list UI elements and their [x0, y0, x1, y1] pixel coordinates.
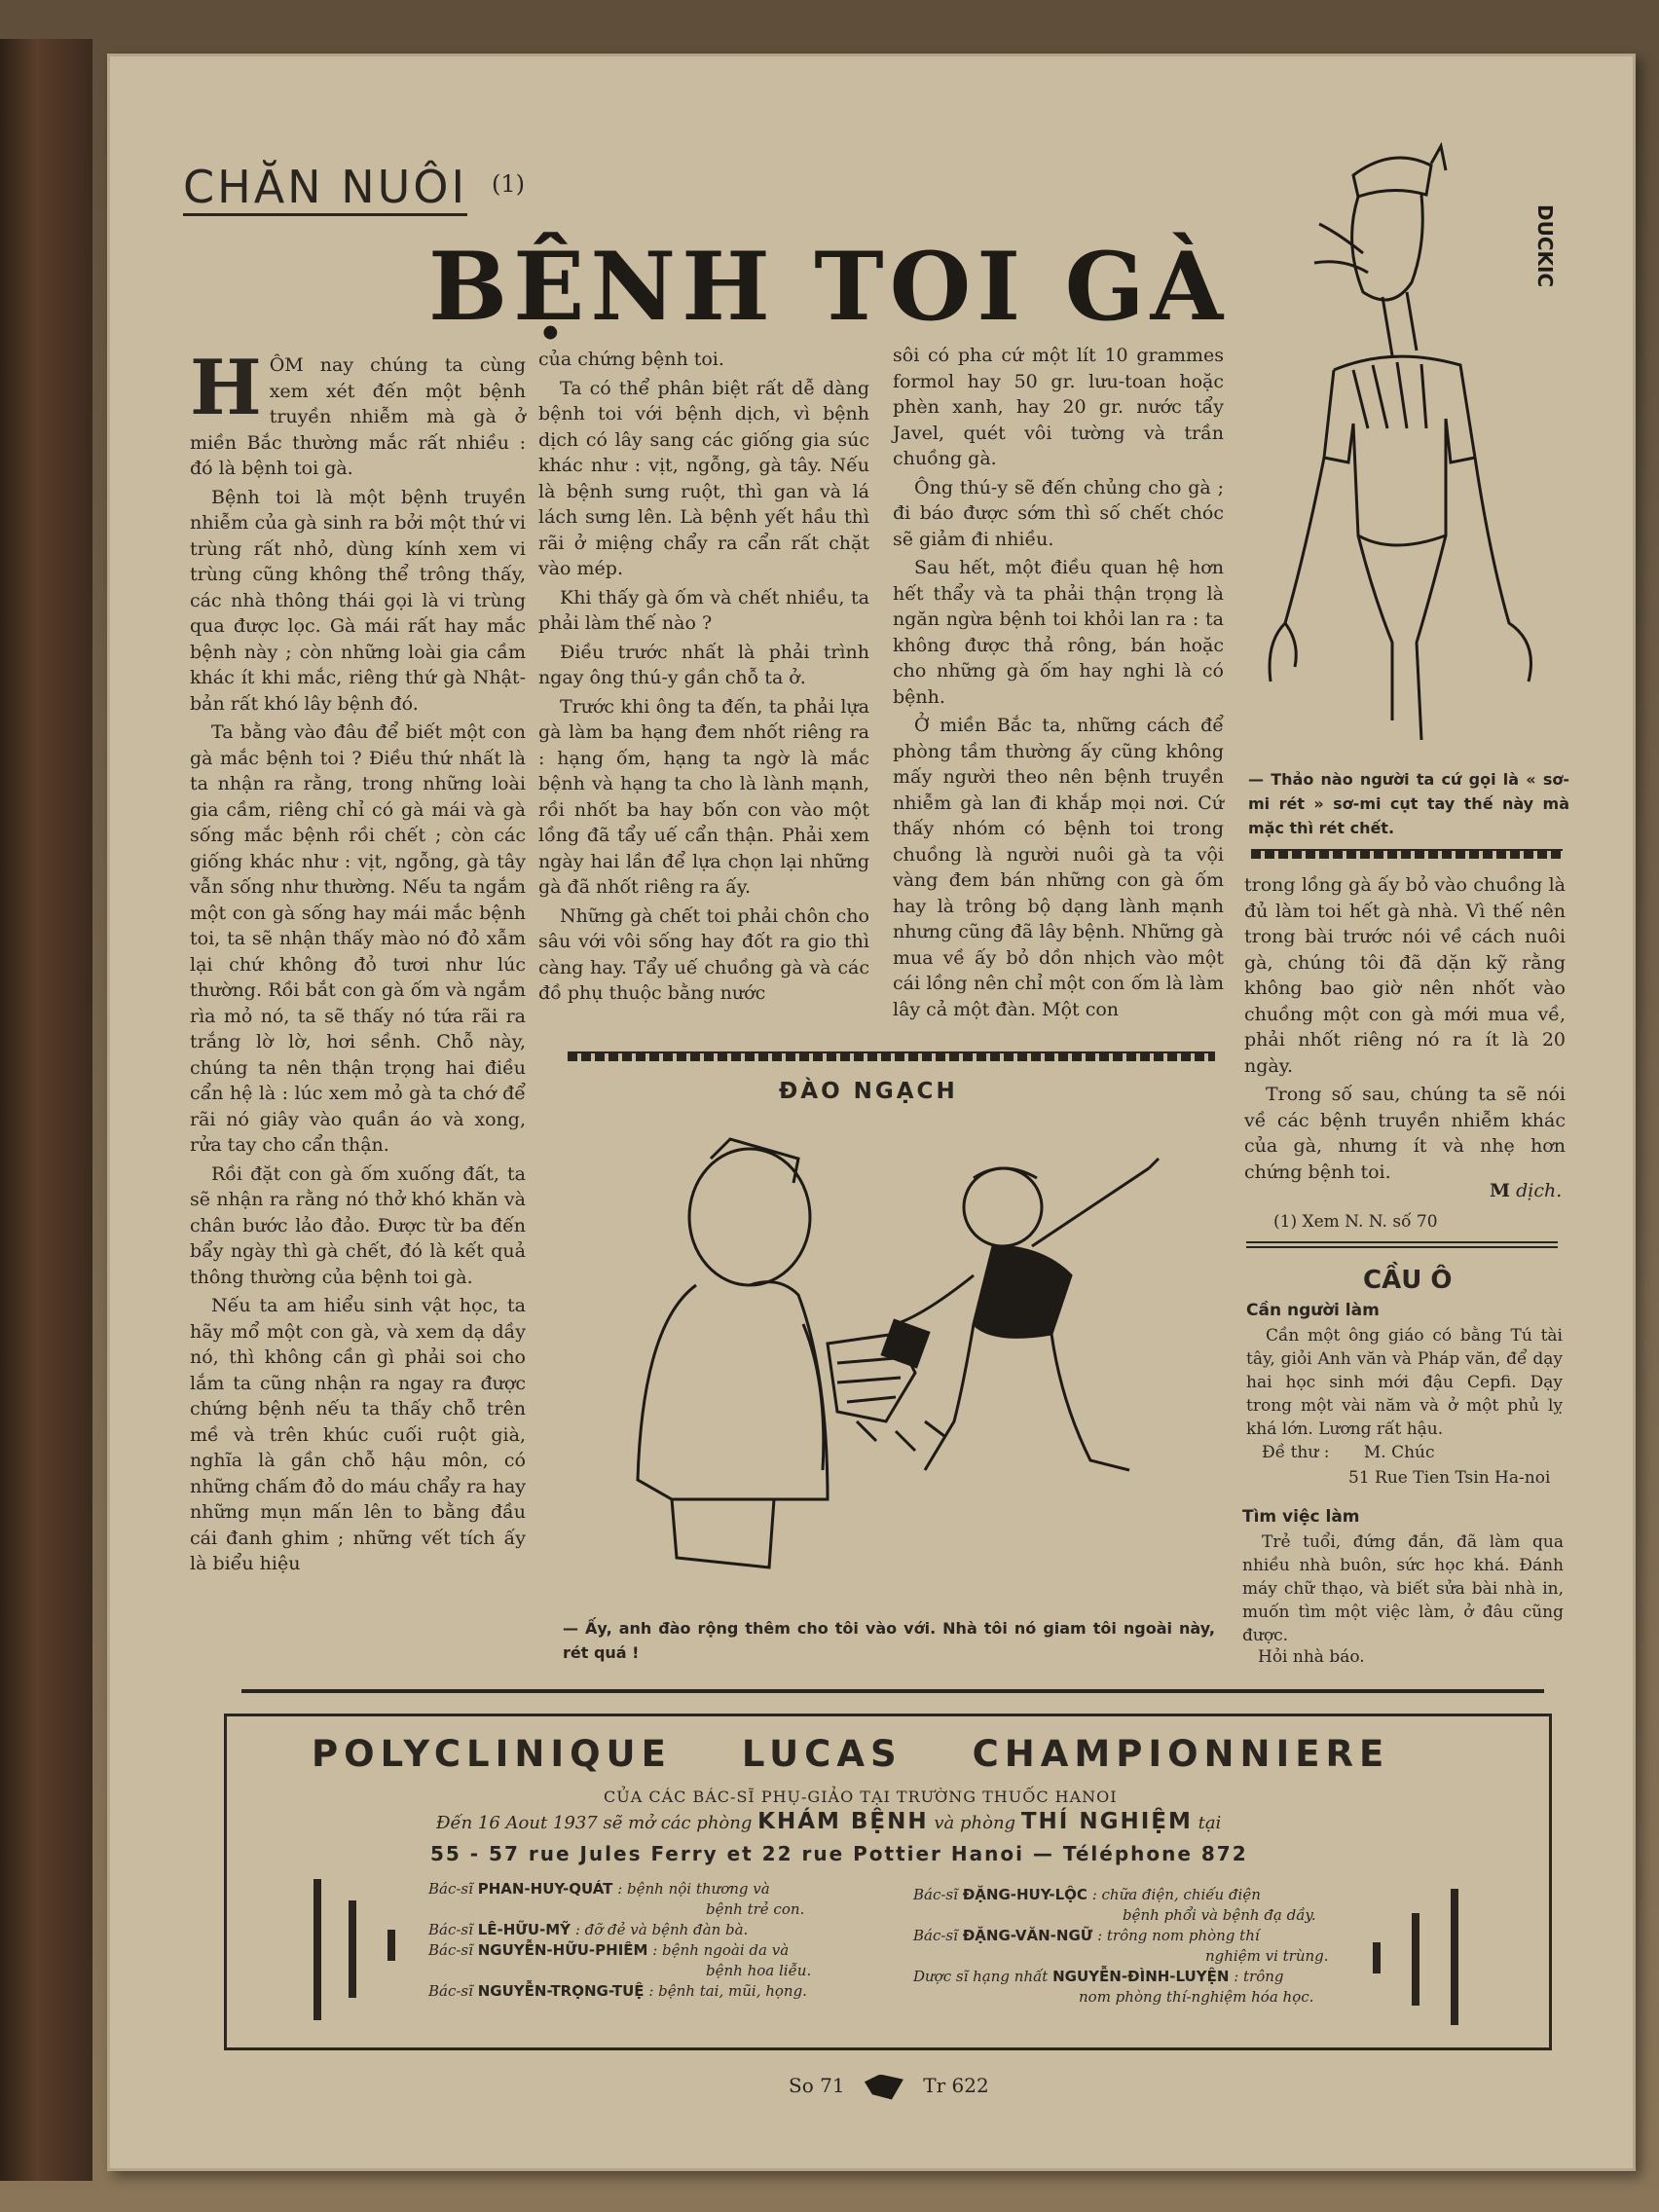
article-headline: BỆNH TOI GÀ: [428, 232, 1230, 342]
doctor-entry: Bác-sĩ NGUYỄN-TRỌNG-TUỆ : bệnh tai, mũi, họng.: [428, 1982, 807, 2000]
article-signature: M dịch.: [1490, 1180, 1563, 1201]
section-footnote-mark: (1): [492, 170, 525, 198]
divider: [1246, 1241, 1558, 1248]
doctor-entry: Bác-sĩ ĐẶNG-VĂN-NGỮ : trông nom phòng thí: [913, 1927, 1260, 1944]
paragraph: Ta bằng vào đâu để biết một con gà mắc bệnh toi ? Điều thứ nhất là ta nhận ra rằng, trong những loài gia cầm, riêng chỉ có gà mái và gà sống mắc bệnh rồi chết ; còn các giống khác như : vịt, ngỗng, gà tây vẫn sống như thường. Nếu ta ngắm một con gà sống hay mái mắc bệnh toi, ta sẽ nhận thấy mào nó đỏ xẫm lại chứ không đỏ tươi như lúc thường. Rồi bắt con gà ốm và ngắm rìa mỏ nó, ta sẽ thấy nó tứa rãi ra trắng lờ lờ, hơi sềnh. Chỗ này, chúng ta nên thận trọng hai điều cẩn hệ là : lúc xem mỏ gà ta chớ để rãi nó giây vào quần áo và xong, rửa tay cho cẩn thận.: [190, 721, 526, 1156]
drop-cap: H: [190, 344, 262, 432]
doctor-list-right: [913, 1885, 1361, 2008]
paragraph: Sau hết, một điều quan hệ hơn hết thẩy và ta phải thận trọng là ngăn ngừa bệnh toi khỏi lan ra : ta không được thả rông, bán hoặc cho những gà ốm hay nghi là có bệnh.: [893, 557, 1224, 708]
doctor-entry: Bác-sĩ ĐẶNG-HUY-LỘC : chữa điện, chiếu điện: [913, 1886, 1261, 1903]
paragraph: Khi thấy gà ốm và chết nhiều, ta phải làm thế nào ?: [538, 586, 869, 634]
paragraph: của chứng bệnh toi.: [538, 349, 724, 370]
cartoon-title: ĐÀO NGẠCH: [779, 1079, 958, 1104]
digging-cartoon-illustration: [604, 1129, 1207, 1577]
section-title: CHĂN NUÔI: [183, 161, 467, 216]
classifieds-title: CẦU Ô: [1363, 1266, 1453, 1295]
book-spine: [0, 39, 92, 2181]
ad-address: 55 - 57 rue Jules Ferry et 22 rue Pottier Hanoi — Téléphone 872: [430, 1842, 1248, 1865]
footnote: (1) Xem N. N. số 70: [1273, 1212, 1438, 1232]
ad-decor-bar: [349, 1900, 356, 1998]
ad-opening-line: Đến 16 Aout 1937 sẽ mở các phòng KHÁM BỆNH và phòng THÍ NGHIỆM tại: [436, 1809, 1222, 1834]
doctor-entry: Bác-sĩ LÊ-HỮU-MỸ : đỡ đẻ và bệnh đàn bà.: [428, 1921, 749, 1938]
classified-body: Trẻ tuổi, đứng đắn, đã làm qua nhiều nhà buôn, sức học khá. Đánh máy chữ thạo, và biết sửa bài nhà in, muốn tìm một việc làm, ở đâu cũng được.: [1242, 1532, 1564, 1645]
paragraph: Rồi đặt con gà ốm xuống đất, ta sẽ nhận ra rằng nó thở khó khăn và chân bước lảo đảo. Được từ ba đến bẩy ngày thì gà chết, đó là kết quả thông thường của bệnh toi gà.: [190, 1162, 526, 1288]
divider: [1251, 849, 1563, 859]
doctor-entry-cont: bệnh phổi và bệnh đạ dầy.: [1123, 1906, 1316, 1924]
doctor-entry: Bác-sĩ NGUYỄN-HỮU-PHIÊM : bệnh ngoài da và: [428, 1941, 790, 1959]
ad-decor-bar: [1451, 1889, 1458, 2025]
sailor-cartoon-illustration: [1246, 136, 1577, 759]
page-footer: [789, 2074, 989, 2100]
article-column-4: [1244, 872, 1566, 1188]
doctor-entry: Bác-sĩ PHAN-HUY-QUÁT : bệnh nội thương và: [428, 1880, 770, 1898]
doctor-entry-cont: nghiệm vi trùng.: [1205, 1947, 1329, 1965]
issue-number: So 71: [789, 2074, 845, 2097]
paragraph: Ông thú-y sẽ đến chủng cho gà ; đi báo được sớm thì số chết chóc sẽ giảm đi nhiều.: [893, 476, 1224, 550]
digging-cartoon-caption: — Ấy, anh đào rộng thêm cho tôi vào với. Nhà tôi nó giam tôi ngoài này, rét quá !: [563, 1619, 1215, 1662]
paragraph: Ta có thể phân biệt rất dễ dàng bệnh toi với bệnh dịch, vì bệnh dịch có lây sang các giống gia súc khác như : vịt, ngỗng, gà tây. Nếu là bệnh sưng ruột, thì gan và lá lách sưng lên. Là bệnh yết hầu thì rãi ở miệng chẩy ra cẩn rất chặt vào mép.: [538, 377, 869, 579]
paragraph: Trước khi ông ta đến, ta phải lựa gà làm ba hạng đem nhốt riêng ra : hạng ốm, hạng ta ngờ là mắc bệnh và hạng ta cho là lành mạnh, rồi nhốt ba hay bốn con vào một lồng đã tẩy uế cẩn thận. Phải xem ngày hai lần để lựa chọn lại những gà đã nhốt riêng ra ấy.: [538, 695, 869, 898]
classified-contact: Đề thư : M. Chúc: [1262, 1443, 1435, 1462]
ad-decor-bar: [387, 1930, 395, 1961]
paragraph: ÔM nay chúng ta cùng xem xét đến một bệnh truyền nhiễm mà gà ở miền Bắc thường mắc rất nhiều : đó là bệnh toi gà.: [190, 354, 526, 479]
doctor-entry-cont: bệnh trẻ con.: [706, 1900, 805, 1918]
article-column-3: [893, 343, 1224, 1025]
divider: [568, 1051, 1215, 1061]
paragraph: Trong số sau, chúng ta sẽ nói về các bệnh truyền nhiễm khác của gà, nhưng ít và nhẹ hơn chứng bệnh toi.: [1244, 1084, 1566, 1183]
paragraph: sôi có pha cứ một lít 10 grammes formol hay 50 gr. lưu-toan hoặc phèn xanh, hay 20 gr. nước tẩy Javel, quét vôi tường và trần chuồng gà.: [893, 345, 1224, 469]
sailor-cartoon-caption: — Thảo nào người ta cứ gọi là « sơ-mi rét » sơ-mi cụt tay thế này mà mặc thì rét chết.: [1248, 770, 1569, 837]
doctor-list-left: [428, 1879, 876, 2002]
article-column-2: [538, 347, 869, 1010]
paragraph: Những gà chết toi phải chôn cho sâu với vôi sống hay đốt ra gio thì càng hay. Tẩy uế chuồng gà và các đồ phụ thuộc bằng nước: [538, 904, 869, 1004]
paragraph: Điều trước nhất là phải trình ngay ông thú-y gần chỗ ta ở.: [538, 641, 869, 688]
classified-body: Cần một ông giáo có bằng Tú tài tây, giỏi Anh văn và Pháp văn, để dạy hai học sinh mới đậu Cepfi. Dạy trong một vài năm và ở một phủ lỵ khá lớn. Lương rất hậu.: [1246, 1326, 1563, 1439]
classified-address: 51 Rue Tien Tsin Ha-noi: [1348, 1468, 1551, 1488]
masthead-logo-icon: [865, 2075, 903, 2100]
page-number: Tr 622: [923, 2074, 989, 2097]
classified-contact: Hỏi nhà báo.: [1258, 1647, 1365, 1667]
ad-decor-bar: [313, 1879, 321, 2020]
paragraph: Bệnh toi là một bệnh truyền nhiễm của gà sinh ra bởi một thứ vi trùng rất nhỏ, dùng kính xem vi trùng cũng không thể trông thấy, các nhà thông thái gọi là vi trùng qua được lọc. Gà mái rất hay mắc bệnh này ; còn những loài gia cầm khác ít khi mắc, riêng thứ gà Nhật-bản rất khó lây bệnh đó.: [190, 486, 526, 715]
paragraph: trong lồng gà ấy bỏ vào chuồng là đủ làm toi hết gà nhà. Vì thế nên trong bài trước nói về cách nuôi gà, chúng tôi đã dặn kỹ rằng không bao giờ nên nhốt vào chuồng một con gà mới mua về, phải nhốt riêng nó ra ít là 20 ngày.: [1244, 874, 1566, 1077]
classified-heading: Tìm việc làm: [1242, 1507, 1360, 1527]
cartoon-signature: DUCKIC: [1533, 204, 1557, 288]
ad-title: POLYCLINIQUE LUCAS CHAMPIONNIERE: [312, 1733, 1390, 1775]
ad-decor-bar: [1412, 1913, 1419, 2006]
doctor-entry-cont: nom phòng thí-nghiệm hóa học.: [1079, 1988, 1314, 2006]
doctor-entry: Dược sĩ hạng nhất NGUYỄN-ĐÌNH-LUYỆN : trông: [913, 1968, 1284, 1985]
paragraph: Nếu ta am hiểu sinh vật học, ta hãy mổ một con gà, và xem dạ dầy nó, thì không cần gì phải soi cho lắm ta cũng nhận ra ngay ra được chứng bệnh nếu ta thấy chỗ trên mề và trên khúc cuối ruột già, nghĩa là gần chỗ hậu môn, có những chấm đỏ do máu chẩy ra hay những mụn mấn lên to bằng đầu cái đanh ghim ; những vết tích ấy là biểu hiệu: [190, 1295, 526, 1574]
ad-decor-bar: [1373, 1942, 1381, 1973]
ad-subtitle: CỦA CÁC BÁC-SĨ PHỤ-GIẢO TẠI TRƯỜNG THUỐC HANOI: [604, 1788, 1118, 1806]
classified-heading: Cần người làm: [1246, 1301, 1380, 1320]
article-column-1: [190, 344, 526, 1580]
paragraph: Ở miền Bắc ta, những cách để phòng tầm thường ấy cũng không mấy người theo nên bệnh truyền nhiễm gà lan đi khắp mọi nơi. Cứ thấy nhóm có bệnh toi trong chuồng là người nuôi gà ta vội vàng đem bán những con gà ốm hay là trông bộ dạng lành mạnh nhưng cũng đã lây bệnh. Những gà mua về ấy bỏ dồn nhịch vào một cái lồng nên chỉ một con ốm là làm lây cả một đàn. Một con: [893, 715, 1224, 1020]
doctor-entry-cont: bệnh hoa liễu.: [706, 1962, 812, 1979]
divider: [241, 1689, 1544, 1693]
